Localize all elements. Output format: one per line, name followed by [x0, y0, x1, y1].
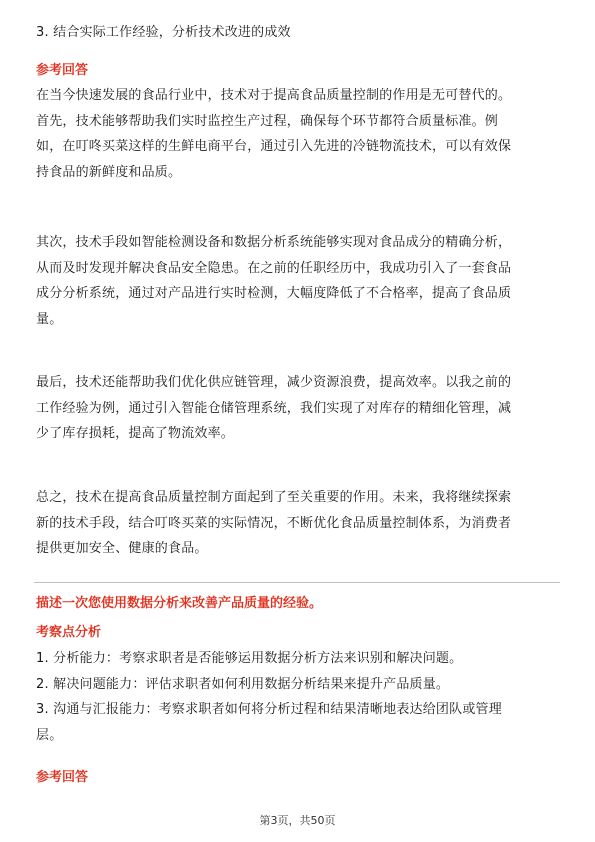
list-item: 1. 分析能力：考察求职者是否能够运用数据分析方法来识别和解决问题。 — [36, 651, 463, 666]
text-line: 提供更加安全、健康的食品。 — [36, 541, 208, 556]
text-line: 新的技术手段，结合叮咚买菜的实际情况，不断优化食品质量控制体系，为消费者 — [36, 515, 512, 531]
section-divider — [34, 582, 560, 583]
answer-label: 参考回答 — [36, 770, 89, 785]
text-line: 量。 — [36, 311, 63, 327]
answer-paragraph-3 — [36, 370, 558, 447]
page-number: 第3页，共50页 — [259, 814, 336, 827]
text-line: 持食品的新鲜度和品质。 — [36, 164, 182, 180]
text-line: 总之，技术在提高食品质量控制方面起到了至关重要的作用。未来，我将继续探索 — [36, 490, 512, 505]
answer-paragraph-2 — [36, 230, 558, 332]
analysis-points — [36, 646, 558, 748]
text-line: 少了库存损耗，提高了物流效率。 — [36, 426, 235, 441]
analysis-label: 考察点分析 — [36, 625, 102, 640]
answer-label: 参考回答 — [36, 63, 89, 78]
text-line: 成分分析系统，通过对产品进行实时检测，大幅度降低了不合格率，提高了食品质 — [36, 286, 512, 301]
list-item: 层。 — [36, 727, 63, 743]
text-line: 如，在叮咚买菜这样的生鲜电商平台，通过引入先进的冷链物流技术，可以有效保 — [36, 139, 512, 154]
text-line: 首先，技术能够帮助我们实时监控生产过程，确保每个环节都符合质量标准。例 — [36, 113, 499, 129]
text-line: 工作经验为例，通过引入智能仓储管理系统，我们实现了对库存的精细化管理，减 — [36, 400, 512, 416]
list-item: 2. 解决问题能力：评估求职者如何利用数据分析结果来提升产品质量。 — [36, 676, 450, 692]
text-line: 最后，技术还能帮助我们优化供应链管理，减少资源浪费，提高效率。以我之前的 — [36, 375, 512, 390]
text-line: 其次，技术手段如智能检测设备和数据分析系统能够实现对食品成分的精确分析， — [36, 235, 512, 250]
answer-paragraph-4 — [36, 485, 558, 562]
list-item: 3. 沟通与汇报能力：考察求职者如何将分析过程和结果清晰地表达给团队或管理 — [36, 702, 502, 717]
answer-paragraph-1 — [36, 83, 558, 185]
list-item-3: 3. 结合实际工作经验，分析技术改进的成效 — [36, 25, 291, 40]
question-heading: 描述一次您使用数据分析来改善产品质量的经验。 — [36, 596, 323, 611]
text-line: 从而及时发现并解决食品安全隐患。在之前的任职经历中，我成功引入了一套食品 — [36, 260, 512, 276]
text-line: 在当今快速发展的食品行业中，技术对于提高食品质量控制的作用是无可替代的。 — [36, 88, 512, 103]
